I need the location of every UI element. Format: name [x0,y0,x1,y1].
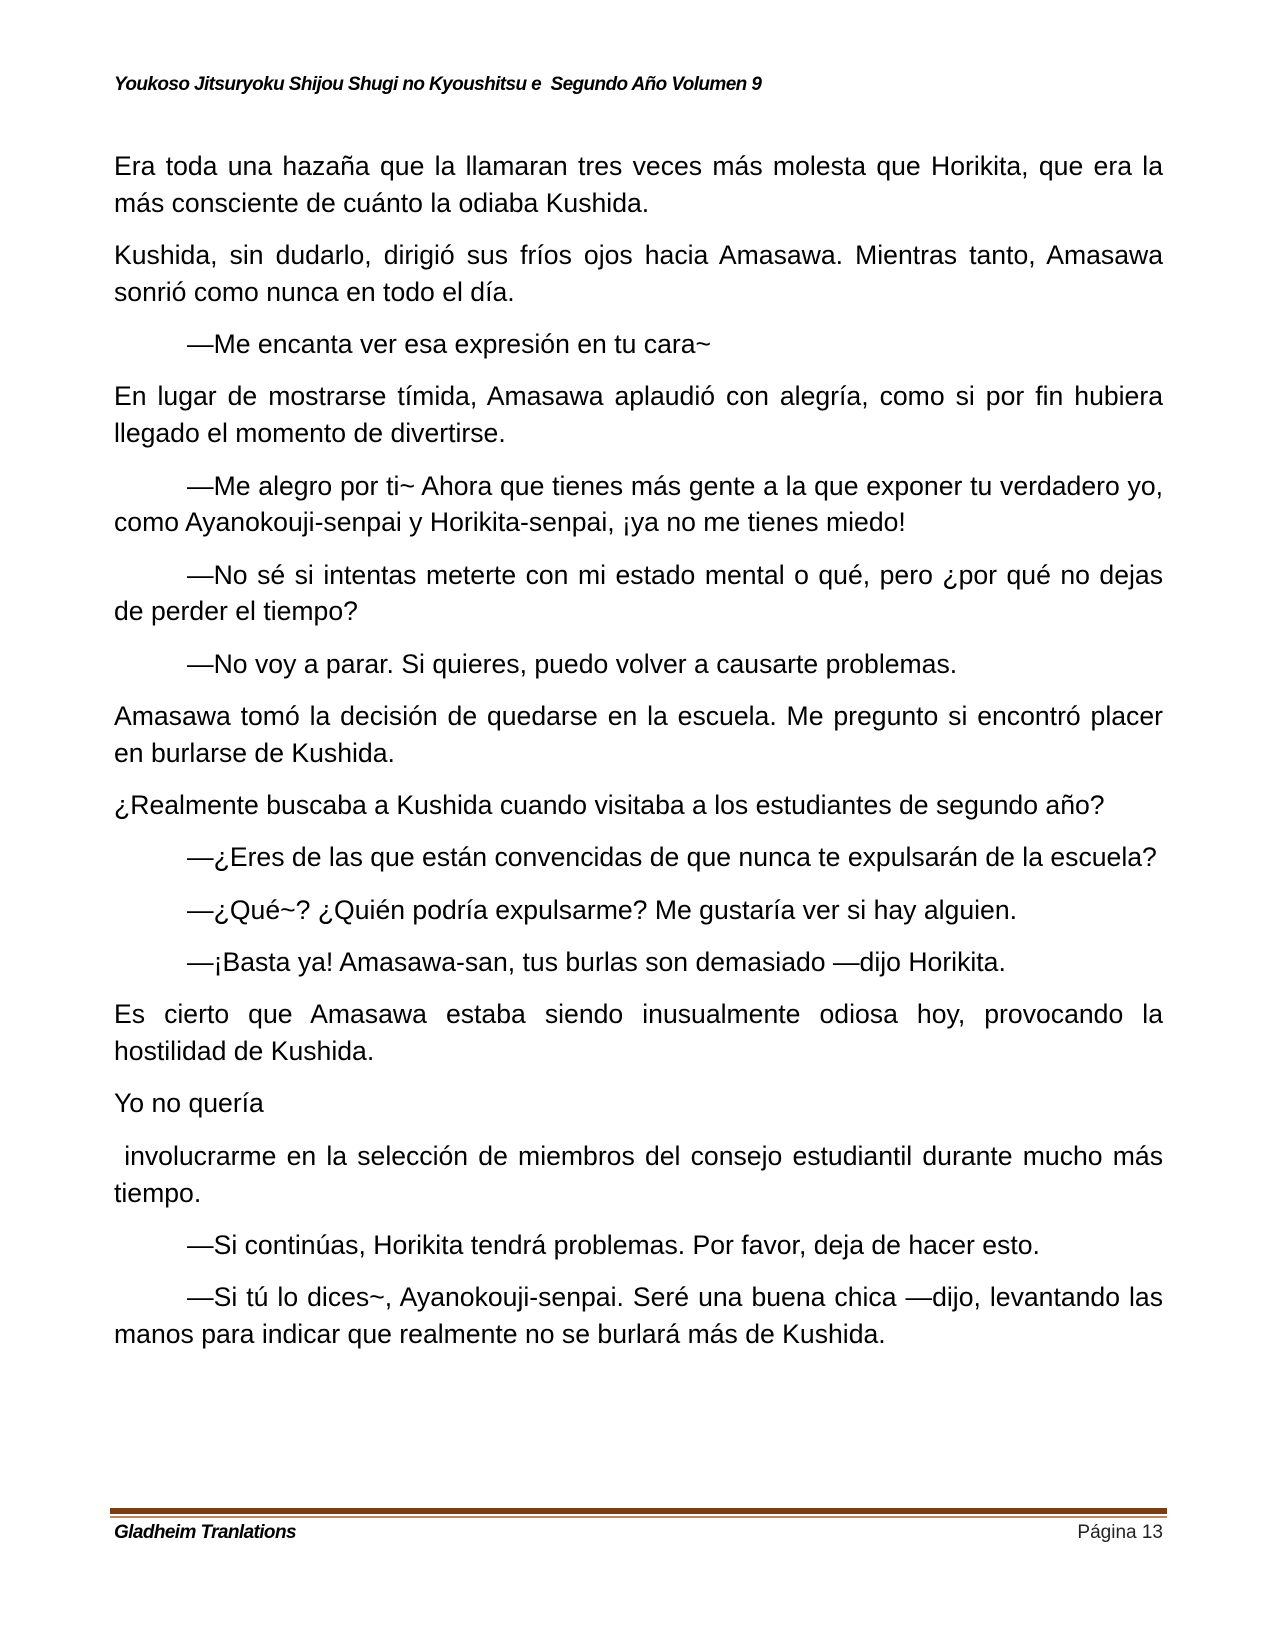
dialogue-paragraph: —¿Qué~? ¿Quién podría expulsarme? Me gustaría ver si hay alguien. [187,894,1018,925]
dialogue-paragraph: —No sé si intentas meterte con mi estado mental o qué, pero ¿por qué no dejas de perder el tiempo? [114,559,1171,627]
dialogue-paragraph: —Me encanta ver esa expresión en tu cara~ [187,329,712,360]
narration-paragraph: Kushida, sin dudarlo, dirigió sus fríos ojos hacia Amasawa. Mientras tanto, Amasawa sonrió como nunca en todo el día. [114,240,1171,307]
dialogue-paragraph: —No voy a parar. Si quieres, puedo volver a causarte problemas. [187,648,958,679]
dialogue-paragraph: —Me alegro por ti~ Ahora que tienes más gente a la que exponer tu verdadero yo, como Ayanokouji-senpai y Horikita-senpai, ¡ya no me tienes miedo! [114,470,1171,538]
narration-paragraph: Es cierto que Amasawa estaba siendo inusualmente odiosa hoy, provocando la hostilidad de Kushida. [114,999,1171,1067]
narration-paragraph: Era toda una hazaña que la llamaran tres veces más molesta que Horikita, que era la más consciente de cuánto la odiaba Kushida. [114,151,1171,218]
page-number: Página 13 [1077,1522,1163,1543]
narration-paragraph: Amasawa tomó la decisión de quedarse en la escuela. Me pregunto si encontró placer en burlarse de Kushida. [114,701,1171,768]
footer-translator: Gladheim Tranlations [114,1522,296,1543]
dialogue-paragraph: —¿Eres de las que están convencidas de que nunca te expulsarán de la escuela? [187,842,1157,873]
narration-paragraph: En lugar de mostrarse tímida, Amasawa aplaudió con alegría, como si por fin hubiera llegado el momento de divertirse. [114,381,1171,449]
page-body [114,148,1171,1368]
footer-rule [110,1508,1167,1514]
footer-rule-thin [110,1516,1167,1518]
narration-paragraph: Yo no quería [114,1088,264,1119]
dialogue-paragraph: —¡Basta ya! Amasawa-san, tus burlas son demasiado —dijo Horikita. [187,947,1006,978]
dialogue-paragraph: —Si continúas, Horikita tendrá problemas. Por favor, deja de hacer esto. [187,1229,1040,1260]
narration-paragraph: ¿Realmente buscaba a Kushida cuando visitaba a los estudiantes de segundo año? [114,790,1105,821]
dialogue-paragraph: —Si tú lo dices~, Ayanokouji-senpai. Seré una buena chica —dijo, levantando las manos para indicar que realmente no se burlará más de Kushida. [114,1282,1171,1349]
running-header: Youkoso Jitsuryoku Shijou Shugi no Kyoushitsu e Segundo Año Volumen 9 [114,74,762,95]
narration-paragraph: involucrarme en la selección de miembros del consejo estudiantil durante mucho más tiempo. [114,1140,1171,1208]
